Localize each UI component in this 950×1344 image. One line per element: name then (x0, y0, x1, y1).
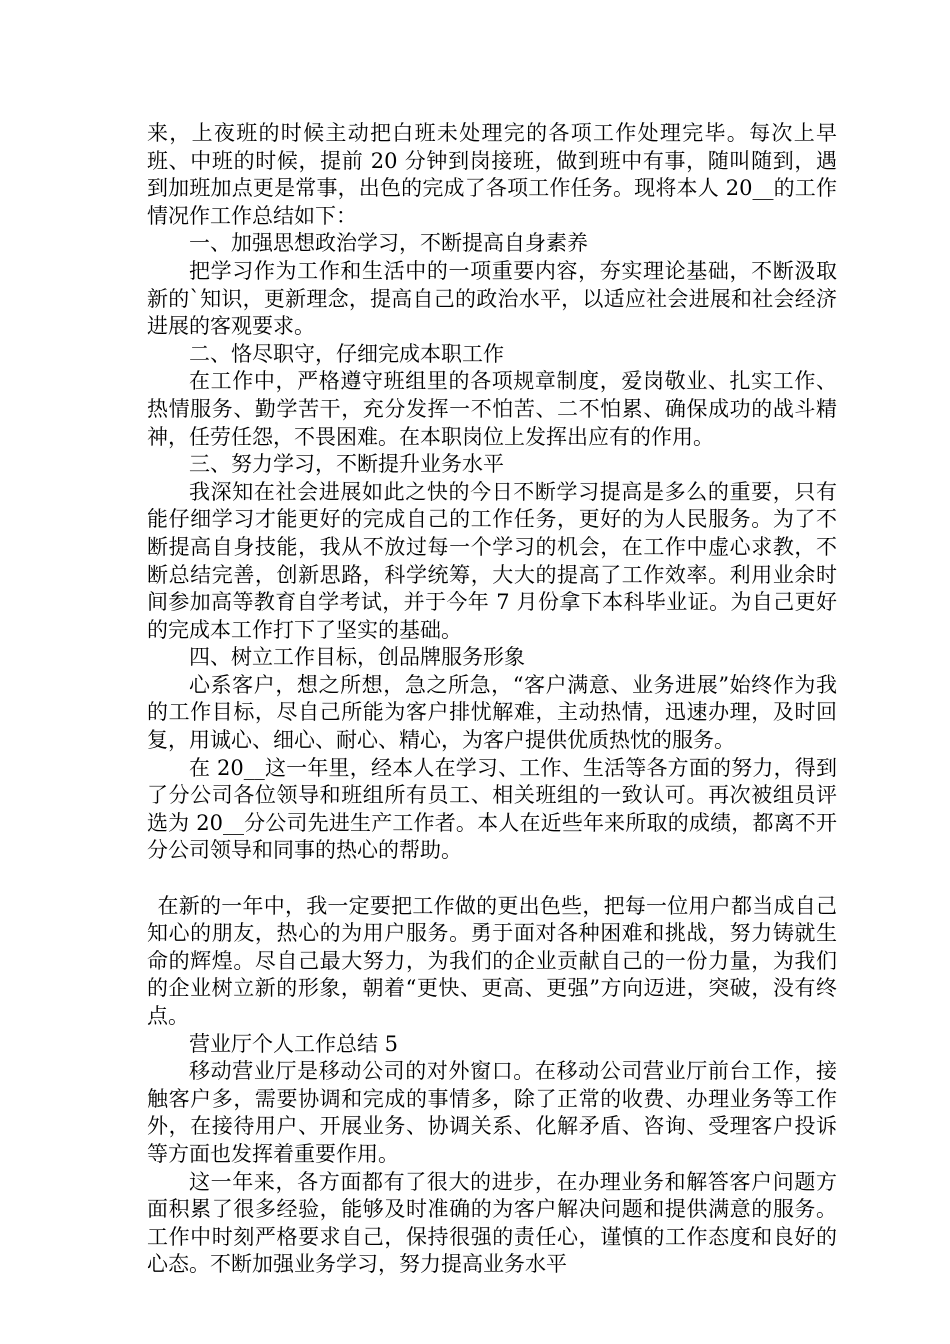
paragraph: 这一年来，各方面都有了很大的进步，在办理业务和解答客户问题方面积累了很多经验，能够及时准确的为客户解决问题和提供满意的服务。工作中时刻严格要求自己，保持很强的责任心，谨慎的工作态度和良好的心态。不断加强业务学习，努力提高业务水平 (147, 1169, 837, 1277)
paragraph-spacer (147, 865, 837, 893)
paragraph: 心系客户，想之所想，急之所急，“客户满意、业务进展”始终作为我的工作目标，尽自己所能为客户排忧解难，主动热情，迅速办理，及时回复，用诚心、细心、耐心、精心，为客户提供优质热忱的服务。 (147, 672, 837, 753)
document-page (147, 120, 837, 1279)
section-heading-1: 一、加强思想政治学习，不断提高自身素养 (189, 231, 588, 256)
section-heading-4: 四、树立工作目标，创品牌服务形象 (189, 645, 525, 670)
paragraph: 移动营业厅是移动公司的对外窗口。在移动公司营业厅前台工作，接触客户多，需要协调和完成的事情多，除了正常的收费、办理业务等工作外，在接待用户、开展业务、协调关系、化解矛盾、咨询、受理客户投诉等方面也发挥着重要作用。 (147, 1059, 837, 1166)
paragraph-continuation: 来，上夜班的时候主动把白班未处理完的各项工作处理完毕。每次上早班、中班的时候，提前 20 分钟到岗接班，做到班中有事，随叫随到，遇到加班加点更是常事，出色的完成了各项工作任务。现将本人 20__的工作情况作工作总结如下： (147, 121, 837, 228)
paragraph: 在新的一年中，我一定要把工作做的更出色些，把每一位用户都当成自己知心的朋友，热心的为用户服务。勇于面对各种困难和挑战，努力铸就生命的辉煌。尽自己最大努力，为我们的企业贡献自己的一份力量，为我们的企业树立新的形象，朝着“更快、更高、更强”方向迈进，突破，没有终点。 (147, 893, 837, 1028)
section-title: 营业厅个人工作总结 5 (189, 1031, 399, 1056)
paragraph: 把学习作为工作和生活中的一项重要内容，夯实理论基础，不断汲取新的`知识，更新理念，提高自己的政治水平，以适应社会进展和社会经济进展的客观要求。 (147, 258, 837, 339)
section-heading-3: 三、努力学习，不断提升业务水平 (189, 452, 504, 477)
paragraph: 在工作中，严格遵守班组里的各项规章制度，爱岗敬业、扎实工作、热情服务、勤学苦干，充分发挥一不怕苦、二不怕累、确保成功的战斗精神，任劳任怨，不畏困难。在本职岗位上发挥出应有的作用。 (147, 369, 837, 449)
section-heading-2: 二、恪尽职守，仔细完成本职工作 (189, 341, 504, 366)
paragraph: 我深知在社会进展如此之快的今日不断学习提高是多么的重要，只有能仔细学习才能更好的完成自己的工作任务，更好的为人民服务。为了不断提高自身技能，我从不放过每一个学习的机会，在工作中虚心求教，不断总结完善，创新思路，科学统筹，大大的提高了工作效率。利用业余时间参加高等教育自学考试，并于今年 7 月份拿下本科毕业证。为自己更好的完成本工作打下了坚实的基础。 (147, 479, 837, 642)
paragraph: 在 20__这一年里，经本人在学习、工作、生活等各方面的努力，得到了分公司各位领导和班组所有员工、相关班组的一致认可。再次被组员评选为 20__分公司先进生产工作者。本人在近些年来所取的成绩，都离不开分公司领导和同事的热心的帮助。 (147, 755, 837, 863)
